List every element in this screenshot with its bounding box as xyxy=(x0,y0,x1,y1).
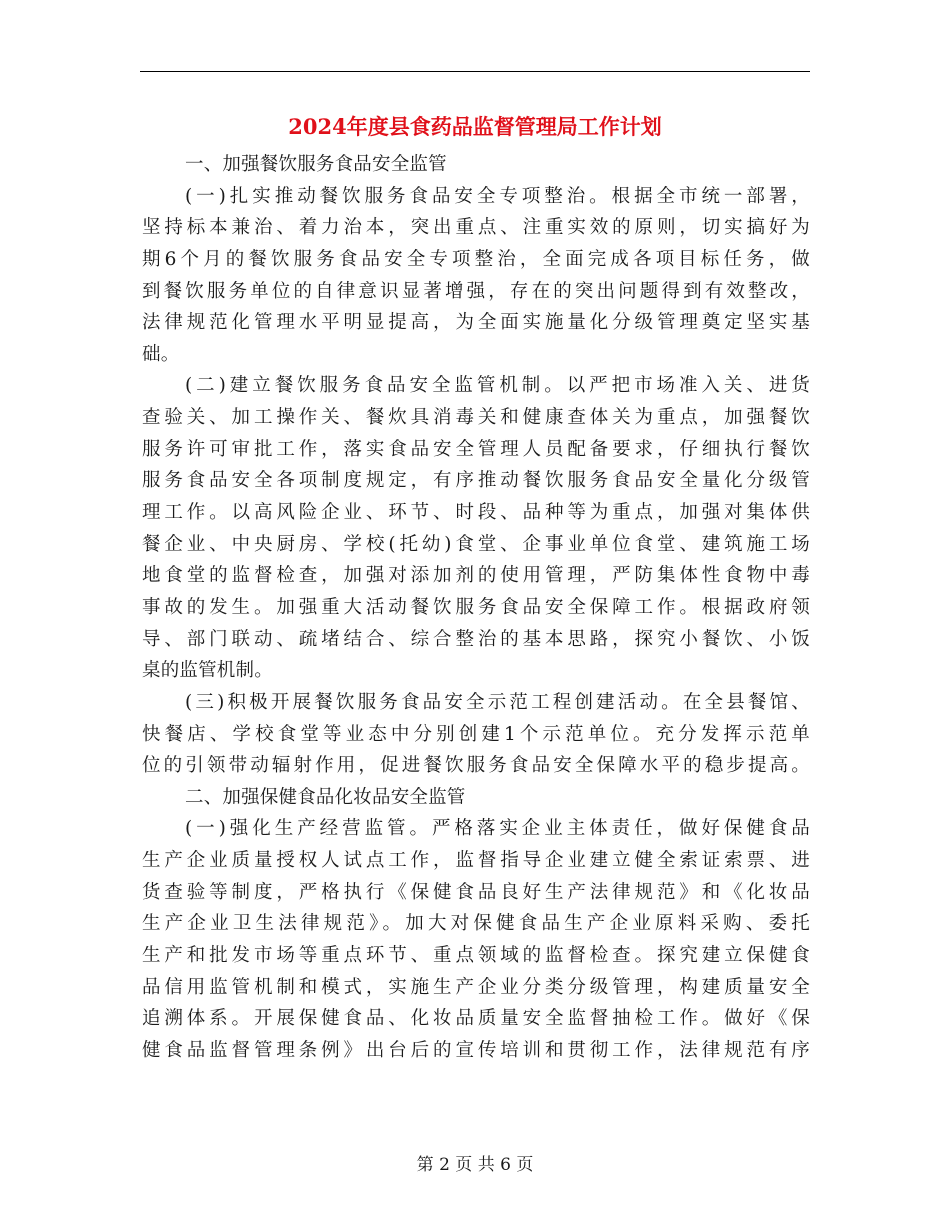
page-number: 第 2 页 共 6 页 xyxy=(416,1155,534,1175)
text-line: 生产企业质量授权人试点工作，监督指导企业建立健全索证索票、进 xyxy=(142,850,810,872)
text-line: 地食堂的监督检查，加强对添加剂的使用管理，严防集体性食物中毒 xyxy=(142,565,810,587)
text-line: 餐企业、中央厨房、学校(托幼)食堂、企事业单位食堂、建筑施工场 xyxy=(142,533,810,555)
text-line: 服务许可审批工作，落实食品安全管理人员配备要求，仔细执行餐饮 xyxy=(142,438,810,460)
text-line: 坚持标本兼治、着力治本，突出重点、注重实效的原则，切实搞好为 xyxy=(142,217,810,239)
text-line: 导、部门联动、疏堵结合、综合整治的基本思路，探究小餐饮、小饭 xyxy=(142,628,810,650)
text-line: 品信用监管机制和模式，实施生产企业分类分级管理，构建质量安全 xyxy=(142,976,810,998)
text-line: 位的引领带动辐射作用，促进餐饮服务食品安全保障水平的稳步提高。 xyxy=(142,755,810,777)
text-line: 健食品监督管理条例》出台后的宣传培训和贯彻工作，法律规范有序 xyxy=(142,1039,810,1061)
text-line: 生产和批发市场等重点环节、重点领域的监督检查。探究建立保健食 xyxy=(142,945,810,967)
text-line: (一)扎实推动餐饮服务食品安全专项整治。根据全市统一部署， xyxy=(185,185,810,207)
text-line: (二)建立餐饮服务食品安全监管机制。以严把市场准入关、进货 xyxy=(185,375,810,397)
text-line: 法律规范化管理水平明显提高，为全面实施量化分级管理奠定坚实基 xyxy=(142,312,810,334)
text-line: (三)积极开展餐饮服务食品安全示范工程创建活动。在全县餐馆、 xyxy=(185,691,810,713)
text-line: 到餐饮服务单位的自律意识显著增强，存在的突出问题得到有效整改， xyxy=(142,280,810,302)
text-line: (一)强化生产经营监管。严格落实企业主体责任，做好保健食品 xyxy=(185,818,810,840)
text-line: 二、加强保健食品化妆品安全监管 xyxy=(185,786,466,808)
text-line: 快餐店、学校食堂等业态中分别创建1个示范单位。充分发挥示范单 xyxy=(142,723,810,745)
text-line: 货查验等制度，严格执行《保健食品良好生产法律规范》和《化妆品 xyxy=(142,881,810,903)
text-line: 查验关、加工操作关、餐炊具消毒关和健康查体关为重点，加强餐饮 xyxy=(142,407,810,429)
text-line: 期6个月的餐饮服务食品安全专项整治，全面完成各项目标任务，做 xyxy=(142,248,810,270)
document-body xyxy=(142,149,810,1067)
text-line: 桌的监管机制。 xyxy=(142,660,273,682)
header-rule xyxy=(140,71,810,72)
text-line: 一、加强餐饮服务食品安全监管 xyxy=(185,154,447,175)
text-line: 础。 xyxy=(142,343,180,365)
text-line: 理工作。以高风险企业、环节、时段、品种等为重点，加强对集体供 xyxy=(142,502,810,524)
text-line: 追溯体系。开展保健食品、化妆品质量安全监督抽检工作。做好《保 xyxy=(142,1008,810,1030)
text-line: 生产企业卫生法律规范》。加大对保健食品生产企业原料采购、委托 xyxy=(142,913,810,935)
document-title: 2024年度县食药品监督管理局工作计划 xyxy=(288,114,662,139)
text-line: 事故的发生。加强重大活动餐饮服务食品安全保障工作。根据政府领 xyxy=(142,596,810,618)
text-line: 服务食品安全各项制度规定，有序推动餐饮服务食品安全量化分级管 xyxy=(142,470,810,492)
